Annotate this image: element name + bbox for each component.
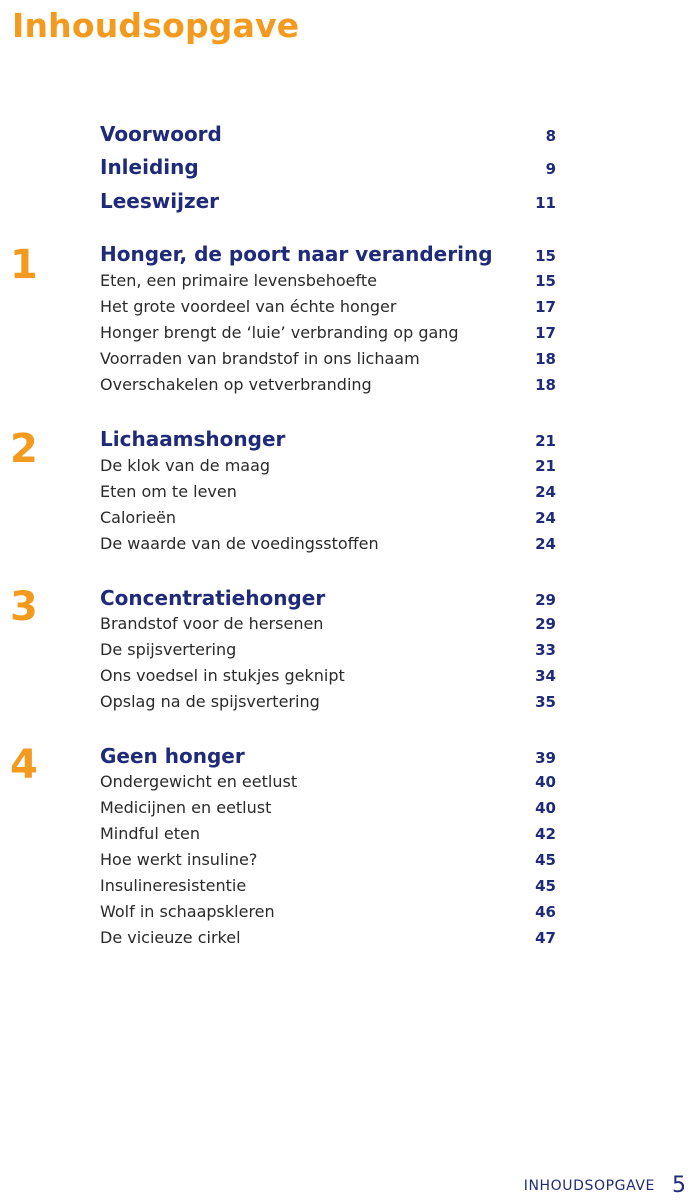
toc-entry-label: Medicijnen en eetlust xyxy=(100,798,272,817)
toc-section[interactable] xyxy=(100,456,556,475)
toc-entry-page: 45 xyxy=(535,851,556,869)
toc-entry-page: 33 xyxy=(535,641,556,659)
toc-entry-page: 11 xyxy=(535,194,556,212)
toc-section[interactable] xyxy=(100,323,556,342)
toc-entry-label: Inleiding xyxy=(100,155,199,179)
toc-entry-label: De vicieuze cirkel xyxy=(100,928,241,947)
toc-section[interactable] xyxy=(100,508,556,527)
toc-entry-label: Mindful eten xyxy=(100,824,200,843)
toc-entry-voorwoord[interactable] xyxy=(100,122,556,146)
toc-entry-page: 24 xyxy=(535,483,556,501)
toc-entry-label: Wolf in schaapskleren xyxy=(100,902,275,921)
page-number: 5 xyxy=(672,1173,686,1198)
toc-entry-leeswijzer[interactable] xyxy=(100,189,556,213)
toc-section[interactable] xyxy=(100,614,556,633)
toc-section[interactable] xyxy=(100,271,556,290)
chapter-number: 3 xyxy=(10,584,38,630)
toc-entry-label: Ons voedsel in stukjes geknipt xyxy=(100,666,345,685)
toc-entry-label: Concentratiehonger xyxy=(100,586,326,610)
toc-entry-label: Voorwoord xyxy=(100,122,222,146)
chapter-title[interactable] xyxy=(100,744,556,768)
chapter-title[interactable] xyxy=(100,586,556,610)
chapter-number: 2 xyxy=(10,426,38,472)
chapter-number: 1 xyxy=(10,242,38,288)
toc-entry-label: Brandstof voor de hersenen xyxy=(100,614,324,633)
toc-section[interactable] xyxy=(100,482,556,501)
toc-entry-label: Geen honger xyxy=(100,744,245,768)
toc-entry-label: Voorraden van brandstof in ons lichaam xyxy=(100,349,420,368)
toc-entry-page: 29 xyxy=(535,615,556,633)
chapter-title[interactable] xyxy=(100,242,556,266)
toc-entry-page: 34 xyxy=(535,667,556,685)
toc-entry-page: 46 xyxy=(535,903,556,921)
toc-section[interactable] xyxy=(100,666,556,685)
toc-entry-page: 21 xyxy=(535,432,556,450)
toc-entry-label: De spijsvertering xyxy=(100,640,237,659)
toc-entry-page: 29 xyxy=(535,591,556,609)
toc-entry-page: 24 xyxy=(535,509,556,527)
running-footer-label: INHOUDSOPGAVE xyxy=(523,1178,655,1194)
toc-section[interactable] xyxy=(100,297,556,316)
toc-entry-label: Honger brengt de ‘luie’ verbranding op gang xyxy=(100,323,459,342)
toc-entry-page: 17 xyxy=(535,324,556,342)
toc-entry-label: Overschakelen op vetverbranding xyxy=(100,375,372,394)
toc-entry-label: Leeswijzer xyxy=(100,189,220,213)
toc-entry-label: Honger, de poort naar verandering xyxy=(100,242,493,266)
toc-entry-page: 17 xyxy=(535,298,556,316)
toc-section[interactable] xyxy=(100,850,556,869)
toc-entry-page: 39 xyxy=(535,749,556,767)
toc-entry-page: 9 xyxy=(545,160,556,178)
toc-entry-page: 18 xyxy=(535,350,556,368)
toc-entry-page: 24 xyxy=(535,535,556,553)
toc-section[interactable] xyxy=(100,798,556,817)
toc-entry-label: Lichaamshonger xyxy=(100,427,286,451)
chapter-number: 4 xyxy=(10,742,38,788)
toc-entry-label: Ondergewicht en eetlust xyxy=(100,772,298,791)
toc-section[interactable] xyxy=(100,772,556,791)
toc-section[interactable] xyxy=(100,902,556,921)
toc-entry-label: Eten, een primaire levensbehoefte xyxy=(100,271,377,290)
toc-entry-page: 45 xyxy=(535,877,556,895)
toc-entry-page: 21 xyxy=(535,457,556,475)
toc-section[interactable] xyxy=(100,640,556,659)
toc-entry-page: 18 xyxy=(535,376,556,394)
toc-entry-page: 42 xyxy=(535,825,556,843)
toc-entry-label: Hoe werkt insuline? xyxy=(100,850,258,869)
page-title: Inhoudsopgave xyxy=(12,6,300,45)
toc-entry-label: De waarde van de voedingsstoffen xyxy=(100,534,379,553)
toc-section[interactable] xyxy=(100,824,556,843)
toc-section[interactable] xyxy=(100,692,556,711)
toc-entry-label: Eten om te leven xyxy=(100,482,237,501)
toc-entry-label: Opslag na de spijsvertering xyxy=(100,692,320,711)
toc-section[interactable] xyxy=(100,375,556,394)
toc-entry-inleiding[interactable] xyxy=(100,155,556,179)
toc-entry-label: Het grote voordeel van échte honger xyxy=(100,297,397,316)
toc-entry-page: 35 xyxy=(535,693,556,711)
toc-entry-page: 8 xyxy=(545,127,556,145)
toc-entry-label: Insulineresistentie xyxy=(100,876,247,895)
toc-section[interactable] xyxy=(100,876,556,895)
toc-entry-page: 47 xyxy=(535,929,556,947)
toc-entry-page: 40 xyxy=(535,799,556,817)
toc-entry-page: 15 xyxy=(535,272,556,290)
toc-entry-page: 15 xyxy=(535,247,556,265)
toc-entry-label: De klok van de maag xyxy=(100,456,271,475)
toc-entry-page: 40 xyxy=(535,773,556,791)
toc-section[interactable] xyxy=(100,928,556,947)
toc-section[interactable] xyxy=(100,349,556,368)
chapter-title[interactable] xyxy=(100,427,556,451)
toc-section[interactable] xyxy=(100,534,556,553)
toc-entry-label: Calorieën xyxy=(100,508,177,527)
